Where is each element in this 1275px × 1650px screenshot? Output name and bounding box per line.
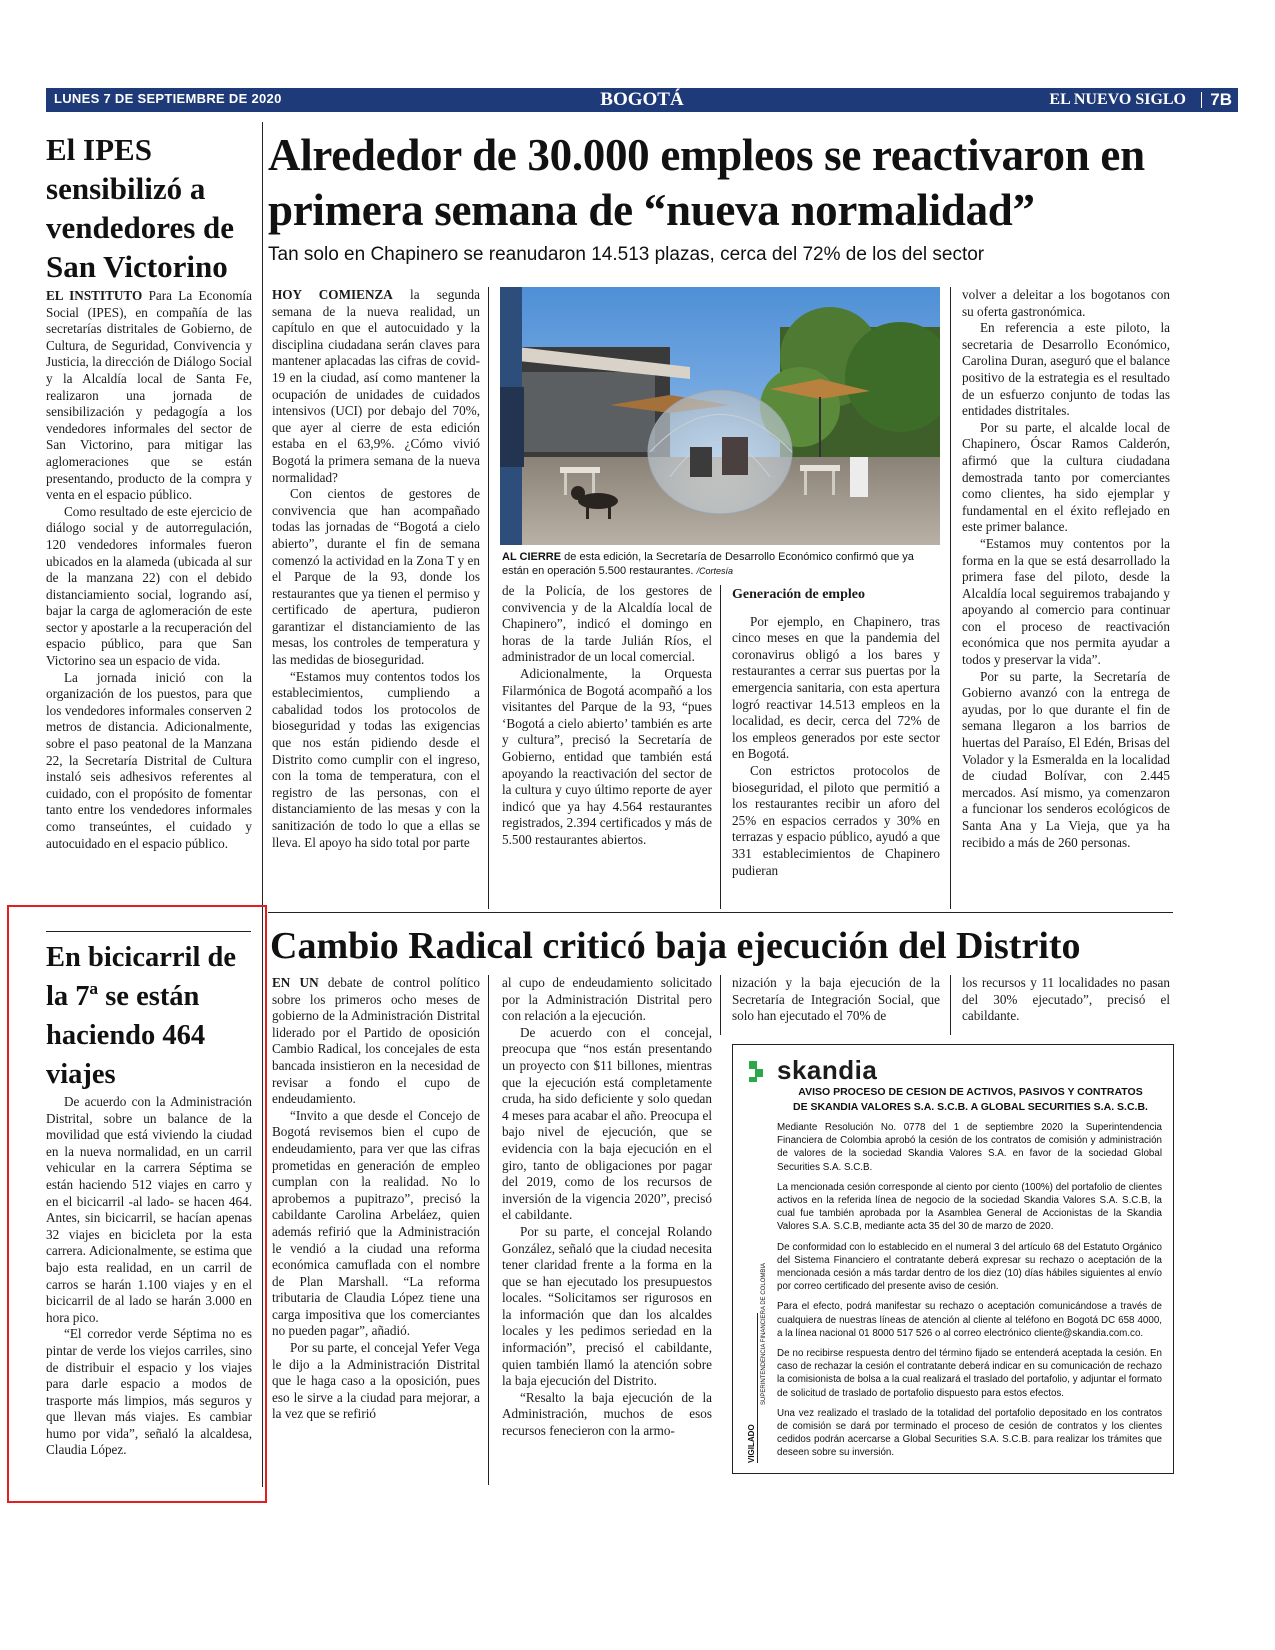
photo-credit: /Cortesía [696,566,733,576]
vigilado-stamp [735,1262,771,1465]
subheading: Generación de empleo [732,587,865,602]
ad-paragraph: De conformidad con lo establecido en el numeral 3 del artículo 68 del Estatuto Orgánico del Sistema Financiero el contratante deberá expresar su rechazo o aceptación de la mencionada cesión a más tardar dentro de los diez (10) días hábiles siguientes al envío por correo certificado del presente aviso de cesión. [777,1241,1162,1293]
ad-title-line: AVISO PROCESO DE CESION DE ACTIVOS, PASIVOS Y CONTRATOS [798,1086,1143,1098]
paragraph: Por su parte, el concejal Rolando González, señaló que la ciudad necesita tener claridad frente a la forma en la que se han ejecutado los presupuestos locales. “Solicitamos ser rigurosos en la información que dan los alcaldes locales y les pedimos seriedad en la información”, precisó el cabildante, quien también llamó la atención sobre la baja ejecución del Distrito. [502,1223,712,1389]
paragraph: Para La Economía Social (IPES), en compañía de las secretarías distritales de Gobierno, de Cultura, de Seguridad, Convivencia y Justicia, la dirección de Diálogo Social y la Alcaldía local de Santa Fe, realizaron una jornada de sensibilización y pedagogía a los vendedores informales del sector de San Victorino, para mitigar las aglomeraciones que se están presentando, producto de la compra y venta en el espacio público. [46,288,253,503]
column-rule [950,287,951,909]
issue-date: LUNES 7 DE SEPTIEMBRE DE 2020 [54,91,282,106]
paragraph: “Estamos muy contentos todos los establecimientos, cumpliendo a cabalidad todos los protocolos de bioseguridad y todas las exigencias que nos están pidiendo desde el Distrito como cumplir con el ingreso, con la toma de temperatura, con el registro de las personas, con el distanciamiento de las mesas y con la sanitización de todo lo que a ellas se lleva. El apoyo ha sido total por parte [272,668,480,850]
main-story-column-3 [732,587,940,879]
header-divider [1201,92,1202,108]
lead-in: EN UN [272,975,319,990]
paragraph: Por su parte, la Secretaría de Gobierno avanzó con la entrega de ayudas, por lo que durante el fin de semana llegaron a los barrios de huertas del Paraíso, El Edén, Brisas del Volador y la Esmeralda en la localidad de ciudad Bolívar, con 2.445 mercados. Así mismo, ya comenzaron a funcionar los senderos ecológicos de Santa Ana y La Vieja, que ya ha recibido a más de 260 personas. [962,668,1170,850]
ad-title-line: DE SKANDIA VALORES S.A. S.C.B. A GLOBAL SECURITIES S.A. S.C.B. [793,1101,1148,1113]
column-rule [488,287,489,909]
superintendencia-label: SUPERINTENDENCIA FINANCIERA DE COLOMBIA [761,1262,767,1405]
paragraph: debate de control político sobre los primeros ocho meses de gobierno de la Administración Distrital liderado por el Partido de oposición Cambio Radical, los concejales de esta bancada insistieron en la necesidad de revisar a fondo el cupo de endeudamiento. [272,975,480,1107]
main-subheadline: Tan solo en Chapinero se reanudaron 14.513 plazas, cerca del 72% de los del sector [268,244,985,265]
paragraph: Por su parte, el alcalde local de Chapinero, Óscar Ramos Calderón, afirmó que la cultura ciudadana demostrada tanto por comerciantes como clientes, ha sido ejemplar y fundamental en el éxito reflejado en este primer balance. [962,419,1170,535]
paragraph: Por ejemplo, en Chapinero, tras cinco meses en que la pandemia del coronavirus obligó a los bares y restaurantes a cerrar sus puertas por la emergencia sanitaria, con esta apertura logró reactivar 14.513 empleos en la localidad, es decir, cerca del 72% de los empleos generados por este sector en Bogotá. [732,613,940,762]
paragraph: Adicionalmente, la Orquesta Filarmónica de Bogotá acompañó a los visitantes del Parque de la 93, “pues ‘Bogotá a cielo abierto’ también es arte y cultura”, precisó la Secretaría de Gobierno, entidad que también está apoyando la reactivación del sector de la cultura y cuyo último reporte de ayer indicó que ya hay 4.564 restaurantes registrados, 2.394 certificados y más de 5.500 restaurantes abiertos. [502,665,712,847]
sidebar-story-body [46,288,252,852]
paragraph: De acuerdo con la Administración Distrital, sobre un balance de la movilidad que está viviendo la ciudad en la nueva normalidad, en un carril vehicular en la carrera Séptima se están haciendo 512 viajes en carro y en el bicicarril -al lado- se hacen 464. Antes, sin bicicarril, se hacían apenas 32 viajes en bicicleta por la esta carrera. Adicionalmente, se estima que bajo esta realidad, en un carril de carros se harán 1.100 viajes y en el bicicarril de al lado se harán 3.000 en hora pico. [46,1094,252,1325]
column-rule [488,975,489,1485]
paragraph: Con cientos de gestores de convivencia que han acompañado todas las jornadas de “Bogotá a cielo abierto”, durante el fin de semana comenzó la actividad en la Zona T y en el Parque de la 93, donde los restaurantes que ya tienen el permiso y certificado de apertura, pudieron garantizar el distanciamiento de las mesas, los controles de temperatura y las medidas de bioseguridad. [272,486,480,668]
paragraph: La jornada inició con la organización de los puestos, para que los vendedores informales conserven 2 metros de distancia. Adicionalmente, sobre el paso peatonal de la Manzana 22, la Secretaría Distrital de Cultura instaló seis adhesivos referentes al cuidado, con el propósito de fomentar tanto entre los vendedores informales como transeúntes, el cuidado y autocuidado en el espacio público. [46,669,252,851]
paragraph: De acuerdo con el concejal, preocupa que “nos están presentando un proyecto con $11 billones, mientras que la ejecución está completamente cruda, ha sido deficiente y solo quedan 4 meses para acabar el año. Preocupa el bajo nivel de ejecución, que se evidencia con la baja ejecución en el giro, tanto de obligaciones por pagar del 2019, como de los recursos de inversión de la vigencia 2020”, precisó el cabildante. [502,1024,712,1223]
vigilado-label: VIGILADO [747,1424,756,1463]
paragraph: En referencia a este piloto, la secretaria de Desarrollo Económico, Carolina Duran, aseguró que el balance positivo de la estrategia es el resultado de un esfuerzo conjunto de todas las entidades distritales. [962,320,1170,419]
paragraph: volver a deleitar a los bogotanos con su oferta gastronómica. [962,287,1170,319]
skandia-mark-icon [747,1059,771,1083]
ad-paragraph: Mediante Resolución No. 0778 del 1 de septiembre 2020 la Superintendencia Financiera de Colombia aprobó la cesión de los contratos de comisión y administración de valores de la sociedad Skandia Valores S.A. en favor de la sociedad Global Securities S.A. S.C.B. [777,1122,1162,1173]
ad-paragraph: Para el efecto, podrá manifestar su rechazo o aceptación comunicándose a través de cualquiera de nuestras líneas de atención al cliente al teléfono en Bogotá DC 658 4000, a la línea nacional 01 8000 517 526 o al correo electrónico cliente@skandia.com.co. [777,1301,1162,1339]
ad-paragraph: Una vez realizado el traslado de la totalidad del portafolio depositado en los contratos de comisión se dará por terminado el proceso de cesión de contratos y los clientes cedidos podrán acercarse a Global Securities S.A. S.C.B. para realizar los trámites que deseen sobre su inversión. [777,1407,1162,1459]
second-story-column-4 [962,975,1170,1025]
section-divider [268,912,1173,913]
paragraph: “Invito a que desde el Concejo de Bogotá revisemos bien el cupo de endeudamiento, para ver que las cifras prometidas en generación de empleo cumplan con la realidad. No lo aprobemos a pupitrazo”, precisó la cabildante Carolina Arbeláez, quien además refirió que la Administración le vendió a la ciudad una reforma económica camuflada con el nombre de Plan Marshall. “La reforma tributaria de Claudia López tiene una carga impositiva que los comerciantes no pueden pagar”, añadió. [272,1107,480,1339]
skandia-notice-ad [732,1044,1174,1474]
second-story-column-2 [502,975,712,1440]
column-rule [950,975,951,1035]
skandia-wordmark: skandia [777,1055,878,1085]
ad-title [783,1085,1158,1115]
caption-lead: AL CIERRE [502,551,562,563]
vigilado-divider [757,1313,758,1463]
lead-in: EL INSTITUTO [46,288,143,303]
paragraph: Por su parte, el concejal Yefer Vega le dijo a la Administración Distrital que le haga caso a la oposición, pues eso le sirve a la ciudad para mejorar, a la vez que se refirió [272,1340,480,1422]
column-rule [720,585,721,909]
skandia-logo [747,1055,877,1086]
newspaper-brand: EL NUEVO SIGLO [1049,91,1186,108]
caption-text: de esta edición, la Secretaría de Desarrollo Económico confirmó que ya están en operación 5.500 restaurantes. [502,551,914,577]
paragraph: nización y la baja ejecución de la Secretaría de Integración Social, que solo han ejecutado el 70% de [732,975,940,1024]
main-story-column-2 [502,583,712,849]
column-rule [720,975,721,1035]
second-story-column-3 [732,975,940,1025]
ad-paragraph: De no recibirse respuesta dentro del término fijado se entenderá aceptada la cesión. En caso de rechazar la cesión el contratante deberá indicar en su comunicación de rechazo la comisionista de bolsa a la cual realizará el traslado del portafolio, y adjuntar el formato de solicitud de traslado de portafolio dispuesto para estos efectos. [777,1348,1163,1399]
bicycle-story-body [46,1094,252,1459]
paragraph: de la Policía, de los gestores de convivencia y de la Alcaldía local de Chapinero”, indicó el domingo en horas de la tarde Julián Ríos, el administrador de un local comercial. [502,583,712,665]
paragraph: la segunda semana de la nueva realidad, un capítulo en que el autocuidado y la disciplina ciudadana serán claves para mantener aplacadas las cifras de covid-19 en la ciudad, así como mantener la ocupación de unidades de cuidados intensivos (UCI) por debajo del 70%, que ayer al cierre de esta edición estaba en el 63,9%. ¿Cómo vivió Bogotá la primera semana de la nueva normalidad? [272,287,480,485]
ad-body [777,1121,1162,1467]
second-headline: Cambio Radical criticó baja ejecución del Distrito [270,925,1081,967]
second-story-column-1 [272,975,480,1423]
section-name: BOGOTÁ [600,89,684,110]
paragraph: los recursos y 11 localidades no pasan del 30% ejecutado”, precisó el cabildante. [962,975,1170,1024]
restaurant-photo [500,287,940,545]
photo-caption [502,550,938,578]
paragraph: Como resultado de este ejercicio de diálogo social y de autorregulación, 120 vendedores informales fueron ubicados en la alameda (ubicada al sur de la manzana 22) con el debido distanciamiento social, logrando así, bajar la carga de aglomeración de este sector y apostarle a la recuperación del espacio público, para que San Victorino sea un espacio de vida. [46,503,252,669]
paragraph: “Resalto la baja ejecución de la Administración, muchos de esos recursos fenecieron con la armo- [502,1389,712,1439]
page-number: 7B [1210,90,1232,109]
main-headline: Alrededor de 30.000 empleos se reactivaron en primera semana de “nueva normalidad” [268,130,1145,235]
page-header-bar [46,88,1238,112]
sidebar-story-headline: El IPES sensibilizó a vendedores de San Victorino [46,132,235,284]
paragraph: Con estrictos protocolos de bioseguridad, el piloto que permitió a los restaurantes recibir un aforo del 25% en espacios cerrados y 30% en terrazas y espacio público, ayudó a que 331 establecimientos de Chapinero pudieran [732,762,940,878]
lead-in: HOY COMIENZA [272,287,393,302]
paragraph: al cupo de endeudamiento solicitado por la Administración Distrital pero con relación a la ejecución. [502,975,712,1024]
paragraph: “El corredor verde Séptima no es pintar de verde los viejos carriles, sino de distribuir el espacio y los viajes para darle espacio a modos de trasporte más limpios, más seguros y que llevan más viajes. Es cambiar humo por vida”, señaló la alcaldesa, Claudia López. [46,1326,252,1458]
ad-paragraph: La mencionada cesión corresponde al ciento por ciento (100%) del portafolio de clientes activos en la referida línea de negocio de la sociedad Skandia Valores S.A. S.C.B, la cual fue también aprobada por la Asamblea General de Accionistas de la Skandia Valores S.A. S.C.B, mediante acta 35 del 30 de marzo de 2020. [777,1181,1162,1233]
main-story-column-1 [272,287,480,851]
paragraph: “Estamos muy contentos por la forma en la que se está desarrollado la primera fase del piloto, desde la Alcaldía local seguiremos trabajando y apoyando al comercio para continuar con el proceso de reactivación económica que nos permita ayudar a todos y preservar la vida”. [962,535,1170,668]
main-story-column-4 [962,287,1170,851]
bicycle-story-headline: En bicicarril de la 7ª se están haciendo 464 viajes [46,942,236,1090]
